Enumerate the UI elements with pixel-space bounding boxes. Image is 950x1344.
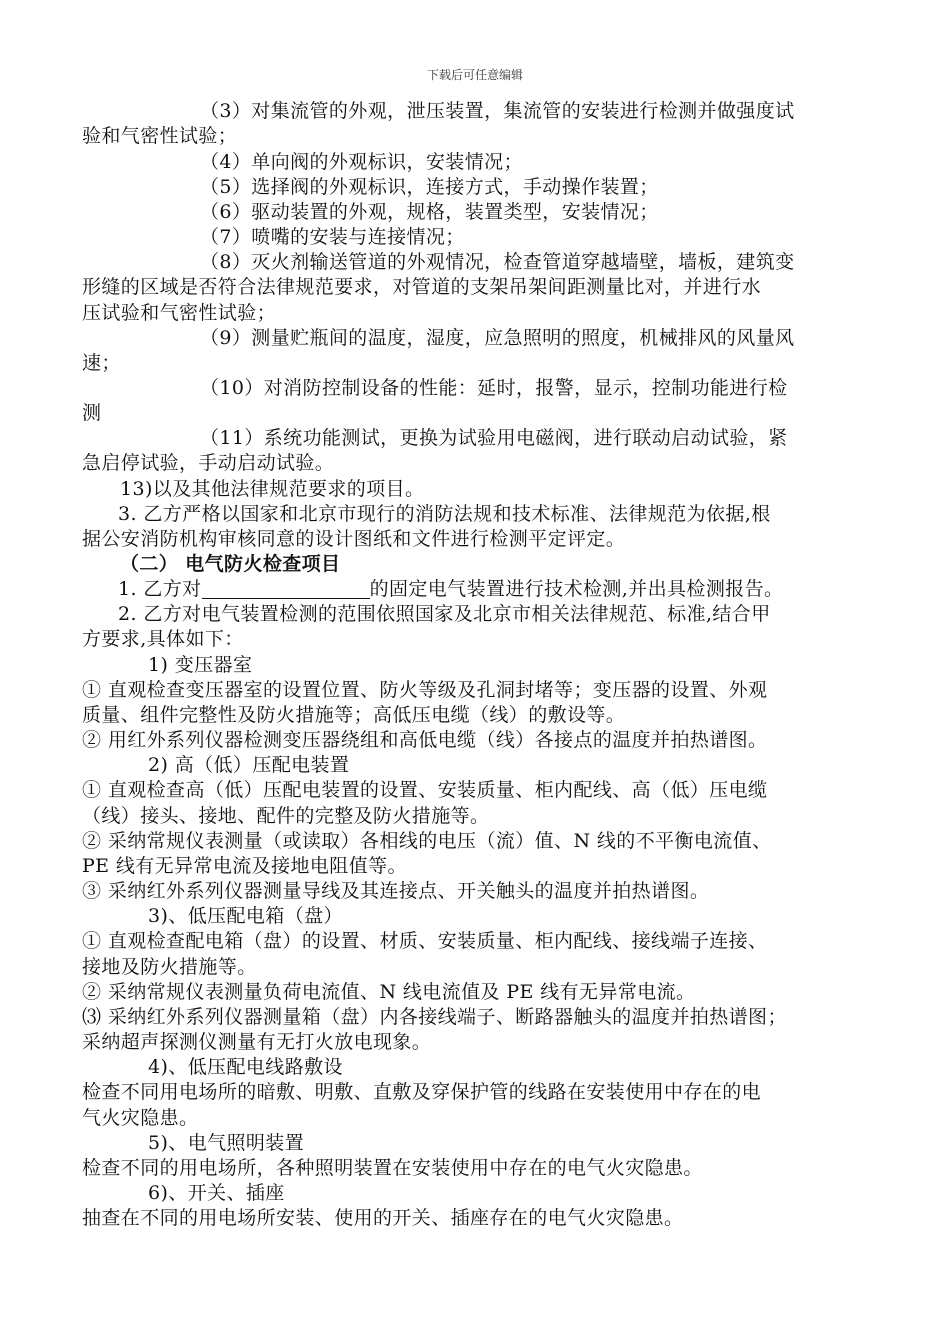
text-line: 3. 乙方严格以国家和北京市现行的消防法规和技术标准、法律规范为依据,根 (118, 503, 771, 525)
text-line: （8）灭火剂输送管道的外观情况，检查管道穿越墙壁，墙板，建筑变 (200, 251, 795, 273)
text-line: （6）驱动装置的外观，规格，装置类型，安装情况； (200, 201, 659, 223)
text-line: （7）喷嘴的安装与连接情况； (200, 226, 465, 248)
text-line: 抽查在不同的用电场所安装、使用的开关、插座存在的电气火灾隐患。 (82, 1207, 684, 1229)
text-line: ① 直观检查变压器室的设置位置、防火等级及孔洞封堵等；变压器的设置、外观 (82, 679, 768, 701)
text-line: 检查不同用电场所的暗敷、明敷、直敷及穿保护管的线路在安装使用中存在的电 (82, 1081, 762, 1103)
text-fragment: 的固定电气装置进行技术检测,并出具检测报告。 (369, 578, 784, 600)
text-line: （9）测量贮瓶间的温度，湿度，应急照明的照度，机械排风的风量风 (200, 327, 795, 349)
text-line: （3）对集流管的外观，泄压装置，集流管的安装进行检测并做强度试 (200, 100, 795, 122)
text-line: 速； (82, 352, 121, 374)
text-line: ⑶ 采纳红外系列仪器测量箱（盘）内各接线端子、断路器触头的温度并拍热谱图； (82, 1006, 787, 1028)
subsection-heading: 3)、低压配电箱（盘） (148, 905, 343, 927)
text-line: 方要求,具体如下： (82, 628, 244, 650)
subsection-heading: 1) 变压器室 (148, 654, 253, 676)
text-line: 测 (82, 402, 102, 424)
section-heading: （二） 电气防火检查项目 (120, 553, 341, 575)
page-header: 下载后可任意编辑 (426, 68, 523, 82)
text-line: 质量、组件完整性及防火措施等；高低压电缆（线）的敷设等。 (82, 704, 626, 726)
subsection-heading: 2) 高（低）压配电装置 (148, 754, 350, 776)
text-line: ③ 采纳红外系列仪器测量导线及其连接点、开关触头的温度并拍热谱图。 (82, 880, 710, 902)
text-line: ② 采纳常规仪表测量负荷电流值、N 线电流值及 PE 线有无异常电流。 (82, 981, 696, 1003)
fill-in-blank (202, 578, 370, 599)
subsection-heading: 6)、开关、插座 (148, 1182, 285, 1204)
text-line: 采纳超声探测仪测量有无打火放电现象。 (82, 1031, 432, 1053)
subsection-heading: 5)、电气照明装置 (148, 1132, 305, 1154)
text-line: 急启停试验，手动启动试验。 (82, 452, 335, 474)
text-line-with-blank (118, 577, 783, 601)
text-line: 验和气密性试验； (82, 125, 238, 147)
text-line: 压试验和气密性试验； (82, 302, 277, 324)
text-fragment: 1. 乙方对 (118, 578, 202, 600)
text-line: PE 线有无异常电流及接地电阻值等。 (82, 855, 407, 877)
text-line: （5）选择阀的外观标识，连接方式，手动操作装置； (200, 176, 659, 198)
text-line: 13)以及其他法律规范要求的项目。 (120, 478, 425, 500)
text-line: 接地及防火措施等。 (82, 956, 257, 978)
text-line: 形缝的区域是否符合法律规范要求，对管道的支架吊架间距测量比对，并进行水 (82, 276, 762, 298)
text-line: 2. 乙方对电气装置检测的范围依照国家及北京市相关法律规范、标准,结合甲 (118, 603, 771, 625)
text-line: （4）单向阀的外观标识，安装情况； (200, 151, 523, 173)
text-line: ① 直观检查高（低）压配电装置的设置、安装质量、柜内配线、高（低）压电缆 (82, 779, 768, 801)
text-line: ② 用红外系列仪器检测变压器绕组和高低电缆（线）各接点的温度并拍热谱图。 (82, 729, 768, 751)
text-line: ① 直观检查配电箱（盘）的设置、材质、安装质量、柜内配线、接线端子连接、 (82, 930, 768, 952)
text-line: （11）系统功能测试，更换为试验用电磁阀，进行联动启动试验，紧 (200, 427, 788, 449)
text-line: 气火灾隐患。 (82, 1107, 199, 1129)
subsection-heading: 4)、低压配电线路敷设 (148, 1056, 343, 1078)
text-line: 据公安消防机构审核同意的设计图纸和文件进行检测平定评定。 (82, 528, 626, 550)
text-line: 检查不同的用电场所，各种照明装置在安装使用中存在的电气火灾隐患。 (82, 1157, 703, 1179)
text-line: （线）接头、接地、配件的完整及防火措施等。 (82, 805, 490, 827)
text-line: （10）对消防控制设备的性能：延时，报警，显示，控制功能进行检 (200, 377, 788, 399)
text-line: ② 采纳常规仪表测量（或读取）各相线的电压（流）值、N 线的不平衡电流值、 (82, 830, 772, 852)
